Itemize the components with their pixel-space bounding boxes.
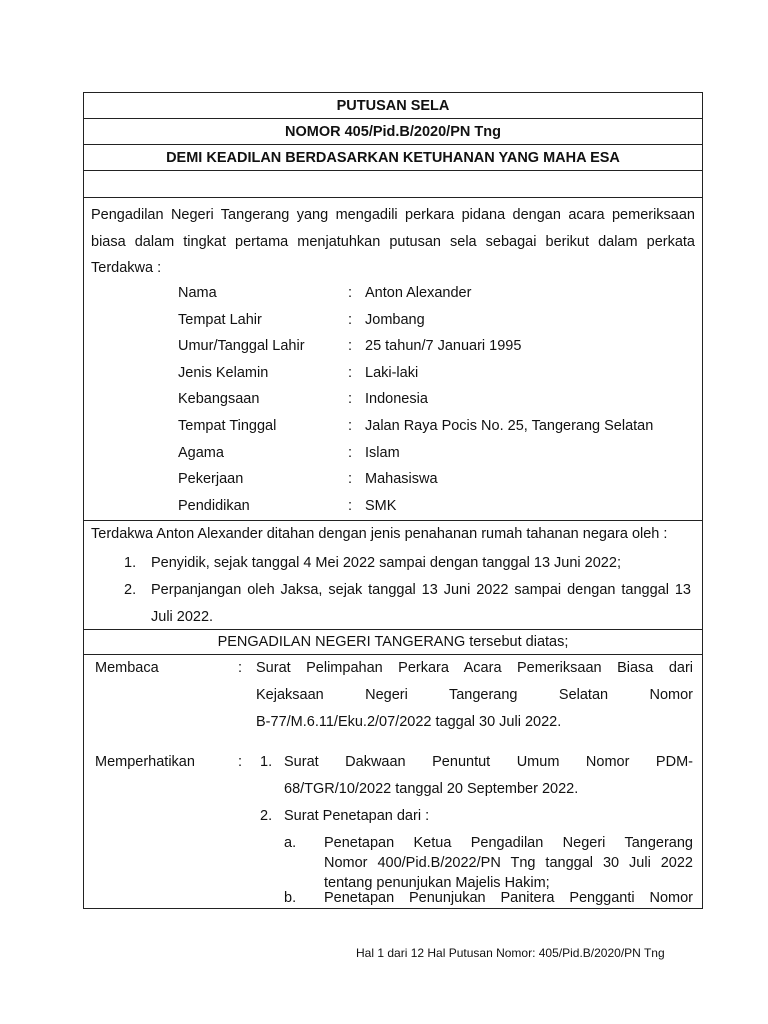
identity-value: Jalan Raya Pocis No. 25, Tangerang Selatan	[365, 417, 654, 434]
identity-value: Jombang	[365, 311, 425, 328]
sub-list-text: Penetapan Ketua Pengadilan Negeri Tangerang	[324, 835, 693, 851]
identity-label: Tempat Tinggal	[178, 417, 277, 434]
list-text: Surat Penetapan dari :	[284, 808, 430, 824]
sub-list-text: Penetapan Penunjukan Panitera Pengganti Nomor	[324, 890, 693, 906]
list-text: Surat Dakwaan Penuntut Umum Nomor PDM-	[284, 754, 693, 770]
membaca-text: Surat Pelimpahan Perkara Acara Pemeriksaan Biasa dari	[256, 660, 693, 676]
list-text: Perpanjangan oleh Jaksa, sejak tanggal 13 Juni 2022 sampai dengan tanggal 13	[151, 582, 691, 598]
membaca-text: B-77/M.6.11/Eku.2/07/2022 taggal 30 Juli 2022.	[256, 714, 562, 730]
identity-label: Kebangsaan	[178, 391, 260, 408]
identity-row: Tempat Tinggal : Jalan Raya Pocis No. 25, Tangerang Selatan	[178, 413, 653, 440]
list-text: Juli 2022.	[151, 609, 214, 625]
intro-line: biasa dalam tingkat pertama menjatuhkan putusan sela sebagai berikut dalam perkata	[91, 233, 695, 250]
court-line: PENGADILAN NEGERI TANGERANG tersebut diatas;	[84, 630, 702, 655]
sub-list-letter: b.	[284, 890, 297, 906]
identity-value: Islam	[365, 444, 400, 461]
membaca-label: Membaca	[95, 660, 159, 676]
identity-row: Jenis Kelamin : Laki-laki	[178, 360, 653, 387]
identity-label: Pendidikan	[178, 497, 250, 514]
sub-list-text: tentang penunjukan Majelis Hakim;	[324, 875, 550, 891]
identity-value: SMK	[365, 497, 397, 514]
identity-row: Pendidikan : SMK	[178, 493, 653, 520]
identity-label: Umur/Tanggal Lahir	[178, 338, 305, 355]
identity-label: Agama	[178, 444, 224, 461]
empty-row	[84, 171, 702, 198]
detention-lead: Terdakwa Anton Alexander ditahan dengan jenis penahanan rumah tahanan negara oleh :	[91, 526, 668, 542]
identity-row: Agama : Islam	[178, 440, 653, 467]
identity-value: Laki-laki	[365, 364, 419, 381]
verdict-table	[83, 92, 703, 909]
list-text: 68/TGR/10/2022 tanggal 20 September 2022.	[284, 781, 579, 797]
identity-value: Mahasiswa	[365, 471, 438, 488]
verdict-number: NOMOR 405/Pid.B/2020/PN Tng	[84, 119, 702, 145]
list-text: Penyidik, sejak tanggal 4 Mei 2022 sampai dengan tanggal 13 Juni 2022;	[151, 555, 621, 571]
membaca-text: Kejaksaan Negeri Tangerang Selatan Nomor	[256, 687, 693, 703]
membaca-colon: :	[238, 660, 243, 676]
intro-section	[84, 198, 702, 521]
sub-list-letter: a.	[284, 835, 297, 851]
identity-value: 25 tahun/7 Januari 1995	[365, 338, 522, 355]
memperhatikan-label: Memperhatikan	[95, 754, 195, 770]
sub-list-text: Nomor 400/Pid.B/2022/PN Tng tanggal 30 Juli 2022	[324, 855, 693, 871]
identity-row: Umur/Tanggal Lahir : 25 tahun/7 Januari 1995	[178, 333, 653, 360]
intro-line: Pengadilan Negeri Tangerang yang mengadili perkara pidana dengan acara pemeriksaan	[91, 207, 695, 223]
list-number: 2.	[260, 808, 273, 824]
memperhatikan-colon: :	[238, 754, 243, 770]
identity-label: Jenis Kelamin	[178, 364, 269, 381]
identity-value: Indonesia	[365, 391, 428, 408]
list-number: 2.	[124, 582, 137, 598]
list-number: 1.	[124, 555, 137, 571]
identity-row: Tempat Lahir : Jombang	[178, 307, 653, 334]
intro-line: Terdakwa :	[91, 260, 162, 276]
list-number: 1.	[260, 754, 273, 770]
identity-row: Pekerjaan : Mahasiswa	[178, 466, 653, 493]
verdict-motto: DEMI KEADILAN BERDASARKAN KETUHANAN YANG MAHA ESA	[84, 145, 702, 171]
identity-label: Nama	[178, 285, 217, 301]
identity-row: Nama : Anton Alexander	[178, 280, 653, 307]
detention-section	[84, 521, 702, 630]
identity-label: Tempat Lahir	[178, 311, 262, 328]
identity-row: Kebangsaan : Indonesia	[178, 386, 653, 413]
defendant-identity	[178, 280, 653, 519]
page-footer: Hal 1 dari 12 Hal Putusan Nomor: 405/Pid.B/2020/PN Tng	[356, 946, 665, 960]
considerations-section	[84, 655, 702, 908]
identity-label: Pekerjaan	[178, 471, 244, 488]
identity-value: Anton Alexander	[365, 285, 472, 301]
verdict-title: PUTUSAN SELA	[84, 93, 702, 119]
